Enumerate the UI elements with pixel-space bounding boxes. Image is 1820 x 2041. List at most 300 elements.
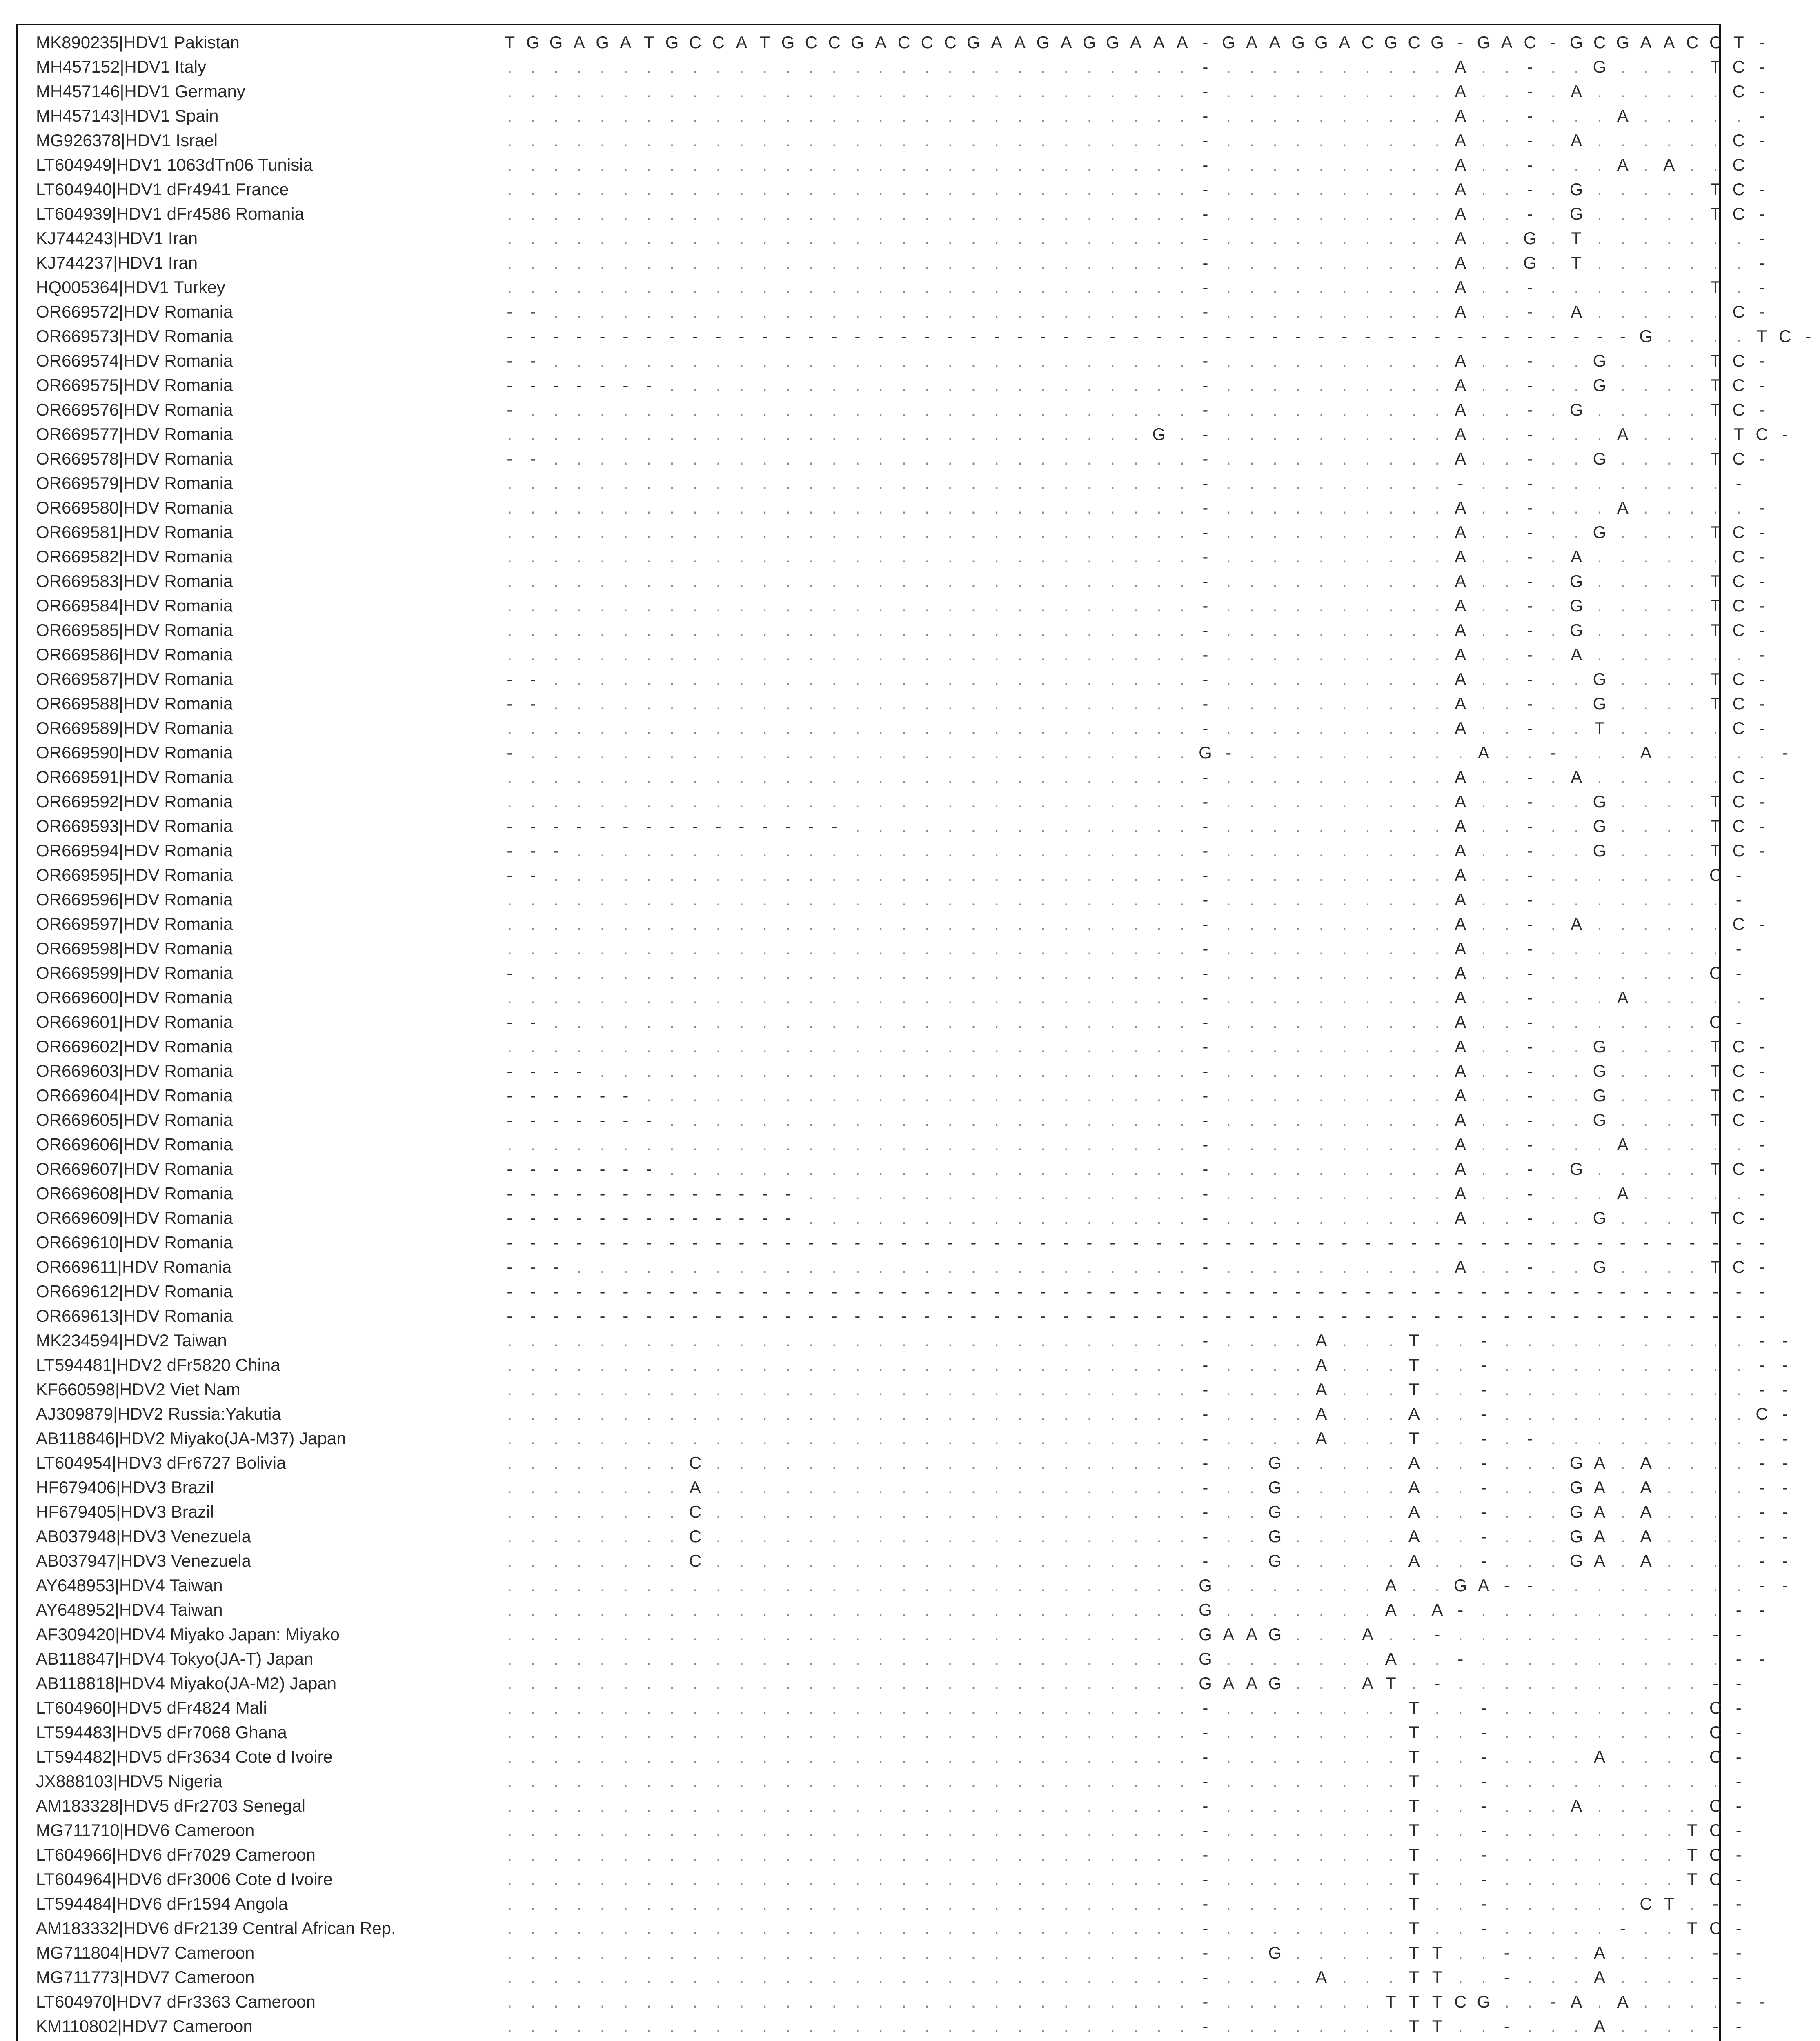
sequence-cell: . [1518, 1500, 1542, 1524]
sequence-cell: . [1634, 569, 1658, 594]
sequence-cell: - [1518, 373, 1542, 398]
sequence-cell: - [869, 1230, 892, 1255]
sequence-cell: . [985, 985, 1008, 1010]
sequence-cell: . [892, 1426, 916, 1451]
sequence-cell: . [1704, 643, 1727, 667]
sequence-cell: - [1194, 300, 1217, 324]
sequence-cell: . [1356, 863, 1379, 887]
sequence-cell: . [1031, 275, 1055, 300]
sequence-cell: - [498, 1157, 521, 1181]
sequence-cell: . [661, 1157, 684, 1181]
sequence-cell: - [1518, 1279, 1542, 1304]
sequence-cell: . [1101, 471, 1124, 496]
sequence-cell: . [985, 300, 1008, 324]
sequence-cell: . [1333, 1181, 1356, 1206]
sequence-cell: - [1194, 838, 1217, 863]
sequence-cell: . [799, 691, 823, 716]
sequence-cell: . [1681, 55, 1704, 79]
sequence-cell: . [1101, 1745, 1124, 1769]
sequence-cell: . [545, 545, 568, 569]
sequence-cell: - [939, 1304, 962, 1328]
sequence-cell: . [567, 1990, 591, 2014]
sequence-cell [915, 2039, 939, 2041]
sequence-cell: A [1449, 349, 1472, 373]
sequence-cell: . [1495, 1255, 1518, 1279]
sequence-cell: . [661, 300, 684, 324]
sequence-cell: . [521, 275, 545, 300]
sequence-cell: . [1658, 789, 1681, 814]
sequence-cell: - [1240, 1279, 1264, 1304]
sequence-cell: - [1333, 324, 1356, 349]
sequence-cell: . [1704, 153, 1727, 177]
sequence-cell: - [1310, 324, 1333, 349]
sequence-cell: . [1031, 496, 1055, 520]
sequence-cell: . [985, 471, 1008, 496]
sequence-cell: . [1078, 1990, 1101, 2014]
sequence-cell: . [1008, 202, 1032, 226]
sequence-cell: . [823, 1181, 846, 1206]
sequence-cell: . [614, 1622, 637, 1647]
sequence-cell: . [1055, 838, 1078, 863]
sequence-cell: . [1611, 740, 1634, 765]
sequence-cell: . [753, 1157, 777, 1181]
sequence-cell: . [1031, 1843, 1055, 1867]
sequence-cell: . [1101, 569, 1124, 594]
sequence-cell: . [939, 936, 962, 961]
sequence-cell: . [1124, 716, 1148, 740]
sequence-cell: . [1426, 1524, 1449, 1549]
sequence-cell: - [1194, 373, 1217, 398]
sequence-cell: . [661, 887, 684, 912]
sequence-cell: . [1286, 422, 1310, 447]
sequence-cell: . [1704, 1598, 1727, 1622]
sequence-cell: . [1333, 128, 1356, 153]
sequence-cell: . [1333, 1475, 1356, 1500]
sequence-cell: . [777, 422, 800, 447]
sequence-cell: . [846, 1132, 869, 1157]
sequence-cell: - [1194, 128, 1217, 153]
sequence-cell: . [1008, 1916, 1032, 1941]
sequence-cell: . [661, 1696, 684, 1720]
sequence-cell: . [1542, 985, 1565, 1010]
sequence-cell: . [985, 618, 1008, 643]
sequence-cell: . [1472, 1108, 1495, 1132]
sequence-cell: . [545, 1377, 568, 1402]
sequence-cell: . [1124, 985, 1148, 1010]
alignment-row [18, 863, 1719, 887]
sequence-cell: . [1078, 1647, 1101, 1671]
sequence-cell: . [777, 1475, 800, 1500]
sequence-cell: . [1217, 863, 1240, 887]
sequence-cell: . [985, 1255, 1008, 1279]
sequence-cell: . [1333, 1769, 1356, 1794]
sequence-cell: - [1727, 1769, 1750, 1794]
sequence-cell: . [1170, 1916, 1194, 1941]
sequence-cell: . [915, 1181, 939, 1206]
sequence-cell: . [823, 55, 846, 79]
sequence-cell: . [521, 545, 545, 569]
sequence-cell: . [1356, 1696, 1379, 1720]
sequence-cell: . [1031, 838, 1055, 863]
sequence-cell: . [892, 1010, 916, 1034]
sequence-cell: C [1750, 1402, 1773, 1426]
sequence-cell: . [637, 520, 661, 545]
sequence-cell: . [939, 55, 962, 79]
sequence-cell: . [1147, 1941, 1170, 1965]
sequence-cell: A [1217, 1671, 1240, 1696]
sequence-cell: . [1217, 765, 1240, 789]
sequence-cell: . [661, 153, 684, 177]
sequence-cell: . [1263, 1745, 1286, 1769]
sequence-cell: - [1727, 936, 1750, 961]
sequence-cell: . [1008, 838, 1032, 863]
sequence-cell: . [1217, 79, 1240, 104]
sequence-cell: - [545, 1059, 568, 1083]
sequence-cell: . [567, 300, 591, 324]
sequence-cell: - [1658, 1230, 1681, 1255]
sequence-cell: - [521, 1279, 545, 1304]
sequence-cell: . [962, 153, 985, 177]
sequence-cell: . [799, 55, 823, 79]
sequence-cell: - [1194, 520, 1217, 545]
sequence-cell: . [498, 569, 521, 594]
sequence-cell: . [1379, 1916, 1402, 1941]
sequence-cell: . [823, 373, 846, 398]
sequence-cell: . [661, 716, 684, 740]
sequence-cell: . [1611, 1108, 1634, 1132]
sequence-cell: . [730, 55, 753, 79]
sequence-cell: . [1217, 1034, 1240, 1059]
sequence-cell: . [1472, 1206, 1495, 1230]
sequence-cell: . [985, 716, 1008, 740]
sequence-cell: . [1727, 1524, 1750, 1549]
sequence-cell: . [1170, 569, 1194, 594]
sequence-cell: . [521, 79, 545, 104]
sequence-cell: . [498, 496, 521, 520]
sequence-cell: . [1240, 2014, 1264, 2039]
sequence-cell: . [846, 1108, 869, 1132]
sequence-cell: . [1611, 716, 1634, 740]
sequence-cell: - [1472, 1230, 1495, 1255]
sequence-cell: C [1704, 1794, 1727, 1818]
sequence-cell: C [683, 30, 707, 55]
sequence-cell: - [567, 1181, 591, 1206]
sequence-cell: . [777, 618, 800, 643]
sequence-cell: . [1286, 618, 1310, 643]
sequence-cell: . [637, 1794, 661, 1818]
sequence-cell: - [614, 373, 637, 398]
sequence-cell: . [1263, 1059, 1286, 1083]
sequence-cell: . [1031, 1402, 1055, 1426]
sequence-cell: - [730, 1181, 753, 1206]
sequence-cell: . [498, 936, 521, 961]
sequence-cell: . [846, 1916, 869, 1941]
sequence-label: OR669591|HDV Romania [36, 765, 233, 789]
sequence-cell: . [707, 104, 730, 128]
sequence-cell: . [567, 1353, 591, 1377]
alignment-row [18, 691, 1719, 716]
sequence-cell: . [1402, 251, 1426, 275]
sequence-cell: . [962, 594, 985, 618]
sequence-cell: - [1750, 1377, 1773, 1402]
sequence-cell: . [892, 887, 916, 912]
sequence-cell: G [1565, 594, 1588, 618]
sequence-cell: . [869, 1745, 892, 1769]
sequence-cell: . [1658, 1867, 1681, 1892]
sequence-cell: C [1704, 1745, 1727, 1769]
sequence-cell: - [1704, 1279, 1727, 1304]
sequence-cell: . [939, 1990, 962, 2014]
sequence-cell: . [777, 1794, 800, 1818]
sequence-cell: . [1217, 1108, 1240, 1132]
sequence-cell: G [1263, 1475, 1286, 1500]
sequence-cell: . [869, 1206, 892, 1230]
sequence-cell: . [1101, 985, 1124, 1010]
sequence-cell: . [683, 79, 707, 104]
sequence-cell: . [1101, 765, 1124, 789]
sequence-cell: . [1310, 1010, 1333, 1034]
sequence-cell: A [869, 30, 892, 55]
sequence-cell: . [1333, 1843, 1356, 1867]
sequence-cell: . [753, 1475, 777, 1500]
sequence-cell: . [1426, 1328, 1449, 1353]
sequence-cell: . [1333, 716, 1356, 740]
sequence-cell: . [1286, 1647, 1310, 1671]
sequence-cell: . [545, 1867, 568, 1892]
sequence-cell: . [892, 985, 916, 1010]
sequence-cell: - [1750, 1426, 1773, 1451]
sequence-cell: . [1356, 936, 1379, 961]
sequence-cell: . [614, 936, 637, 961]
sequence-cell: . [637, 1451, 661, 1475]
sequence-cell: . [1681, 1426, 1704, 1451]
sequence-cell: . [521, 177, 545, 202]
sequence-cell: . [707, 1916, 730, 1941]
sequence-cell: . [1008, 496, 1032, 520]
sequence-cell: . [707, 1083, 730, 1108]
sequence-cell: . [1634, 814, 1658, 838]
sequence-cell: - [521, 1181, 545, 1206]
sequence-cell: . [707, 691, 730, 716]
sequence-cell: - [869, 1279, 892, 1304]
sequence-cell: - [1634, 1279, 1658, 1304]
sequence-cell: . [1379, 985, 1402, 1010]
sequence-cell: . [1495, 789, 1518, 814]
sequence-cell: . [1031, 1524, 1055, 1549]
sequence-cell: . [1426, 398, 1449, 422]
sequence-cell: . [1426, 789, 1449, 814]
sequence-cell: . [846, 128, 869, 153]
alignment-row [18, 1304, 1719, 1328]
sequence-cell: . [1356, 1500, 1379, 1524]
sequence-cell: . [1588, 226, 1611, 251]
sequence-cell: . [683, 373, 707, 398]
sequence-cell: . [753, 765, 777, 789]
sequence-cell: - [707, 1230, 730, 1255]
sequence-cell: . [1217, 961, 1240, 985]
sequence-cell: . [1379, 1867, 1402, 1892]
sequence-cell: . [1518, 1622, 1542, 1647]
sequence-cell: . [521, 1794, 545, 1818]
sequence-cell: . [939, 1451, 962, 1475]
sequence-cell: - [1472, 1818, 1495, 1843]
sequence-cell: . [1402, 716, 1426, 740]
sequence-cell: . [962, 1328, 985, 1353]
sequence-cell: . [1634, 961, 1658, 985]
sequence-cell: . [962, 1598, 985, 1622]
sequence-cell: . [498, 251, 521, 275]
sequence-cell: . [1101, 275, 1124, 300]
sequence-cell: . [1078, 985, 1101, 1010]
sequence-cell: G [1031, 30, 1055, 55]
sequence-cell: . [892, 1990, 916, 2014]
sequence-cell: - [1194, 691, 1217, 716]
sequence-cell: C [1727, 594, 1750, 618]
sequence-cell: . [1286, 104, 1310, 128]
sequence-cell: . [1147, 1671, 1170, 1696]
sequence-cell: . [1055, 447, 1078, 471]
sequence-cell: . [1727, 1475, 1750, 1500]
sequence-cell: . [1124, 226, 1148, 251]
sequence-cell: - [1750, 398, 1773, 422]
sequence-cell: . [846, 667, 869, 691]
sequence-cell: - [753, 1304, 777, 1328]
sequence-cell: . [614, 226, 637, 251]
alignment-row [18, 1647, 1719, 1671]
sequence-cell: . [962, 1769, 985, 1794]
sequence-cell: - [1194, 1451, 1217, 1475]
sequence-cell: . [1217, 1892, 1240, 1916]
sequence-cell: - [962, 1304, 985, 1328]
sequence-cell: . [1240, 275, 1264, 300]
sequence-cell: . [1031, 1671, 1055, 1696]
sequence-cell: . [1217, 1720, 1240, 1745]
sequence-cell: . [1588, 1010, 1611, 1034]
sequence-cell: . [1263, 618, 1286, 643]
sequence-cell: . [846, 1671, 869, 1696]
sequence-cell: . [1263, 422, 1286, 447]
sequence-cell: . [1170, 789, 1194, 814]
sequence-cell: . [1240, 349, 1264, 373]
sequence-cell: . [1101, 496, 1124, 520]
sequence-cell: . [1356, 765, 1379, 789]
sequence-cell: . [1588, 1353, 1611, 1377]
sequence-cell: . [545, 55, 568, 79]
sequence-cell: - [1101, 324, 1124, 349]
sequence-cell: . [1379, 1108, 1402, 1132]
sequence-cell: . [1542, 1622, 1565, 1647]
sequence-cell: - [915, 324, 939, 349]
sequence-cell: . [1147, 1794, 1170, 1818]
sequence-cell: . [1565, 1059, 1588, 1083]
sequence-cell: - [567, 814, 591, 838]
sequence-cell: . [1426, 1108, 1449, 1132]
sequence-cell: . [753, 1377, 777, 1402]
sequence-cell: . [1402, 912, 1426, 936]
sequence-cell: . [1055, 496, 1078, 520]
sequence-cell: . [1031, 594, 1055, 618]
sequence-cell: . [1124, 1647, 1148, 1671]
alignment-row [18, 2014, 1719, 2039]
sequence-cell: . [730, 447, 753, 471]
sequence-cell: . [1124, 1059, 1148, 1083]
sequence-cell: - [1379, 1304, 1402, 1328]
sequence-cell: . [707, 1132, 730, 1157]
sequence-cell: . [614, 398, 637, 422]
sequence-cell: . [1611, 373, 1634, 398]
sequence-cell: . [567, 863, 591, 887]
sequence-cell: . [1101, 618, 1124, 643]
sequence-cell: . [1055, 912, 1078, 936]
sequence-cell: - [1611, 1916, 1634, 1941]
sequence-cell: . [1217, 716, 1240, 740]
sequence-cell: . [1402, 1671, 1426, 1696]
sequence-cell: . [1078, 1255, 1101, 1279]
sequence-cell: . [1147, 1353, 1170, 1377]
sequence-cell: - [1588, 1230, 1611, 1255]
sequence-cell: . [545, 740, 568, 765]
alignment-row [18, 1745, 1719, 1769]
sequence-cell: . [1658, 349, 1681, 373]
sequence-cell: - [567, 1083, 591, 1108]
sequence-cell: . [1031, 863, 1055, 887]
sequence-cell: . [1310, 177, 1333, 202]
sequence-cell: . [1101, 55, 1124, 79]
sequence-cell: G [1588, 1083, 1611, 1108]
sequence-cell: - [1263, 1230, 1286, 1255]
sequence-cell: . [915, 1794, 939, 1818]
sequence-cell: . [939, 398, 962, 422]
sequence-cell: . [985, 1769, 1008, 1794]
sequence-cell: . [1402, 496, 1426, 520]
sequence-cell: . [498, 226, 521, 251]
sequence-cell: C [1704, 1916, 1727, 1941]
sequence-cell: . [1008, 422, 1032, 447]
sequence-cell: A [1240, 30, 1264, 55]
sequence-label: OR669588|HDV Romania [36, 691, 233, 716]
sequence-cell: . [915, 569, 939, 594]
sequence-cell: . [1518, 1892, 1542, 1916]
sequence-cell: . [1217, 618, 1240, 643]
sequence-cell: . [730, 643, 753, 667]
sequence-cell: . [521, 1720, 545, 1745]
sequence-cell: . [915, 545, 939, 569]
sequence-cell: . [1101, 1157, 1124, 1181]
sequence-cell: . [591, 740, 614, 765]
sequence-cell: . [1147, 398, 1170, 422]
sequence-cell: - [1379, 1279, 1402, 1304]
sequence-cell: . [1611, 79, 1634, 104]
sequence-cell: - [1495, 1279, 1518, 1304]
sequence-cell: . [1704, 471, 1727, 496]
sequence-cell: . [939, 251, 962, 275]
sequence-cell: - [1704, 2014, 1727, 2039]
sequence-cell: . [1472, 349, 1495, 373]
sequence-cell: . [869, 1426, 892, 1451]
sequence-cell: . [591, 2014, 614, 2039]
sequence-cell: . [869, 1598, 892, 1622]
sequence-cell: . [1008, 1500, 1032, 1524]
sequence-cell: . [1356, 496, 1379, 520]
sequence-cell: . [915, 838, 939, 863]
sequence-cell: . [730, 251, 753, 275]
sequence-cell: . [1055, 1475, 1078, 1500]
sequence-cell: . [591, 594, 614, 618]
sequence-cell: . [1426, 300, 1449, 324]
sequence-cell: - [823, 1279, 846, 1304]
sequence-cell: . [1333, 496, 1356, 520]
sequence-cell: . [1310, 1132, 1333, 1157]
